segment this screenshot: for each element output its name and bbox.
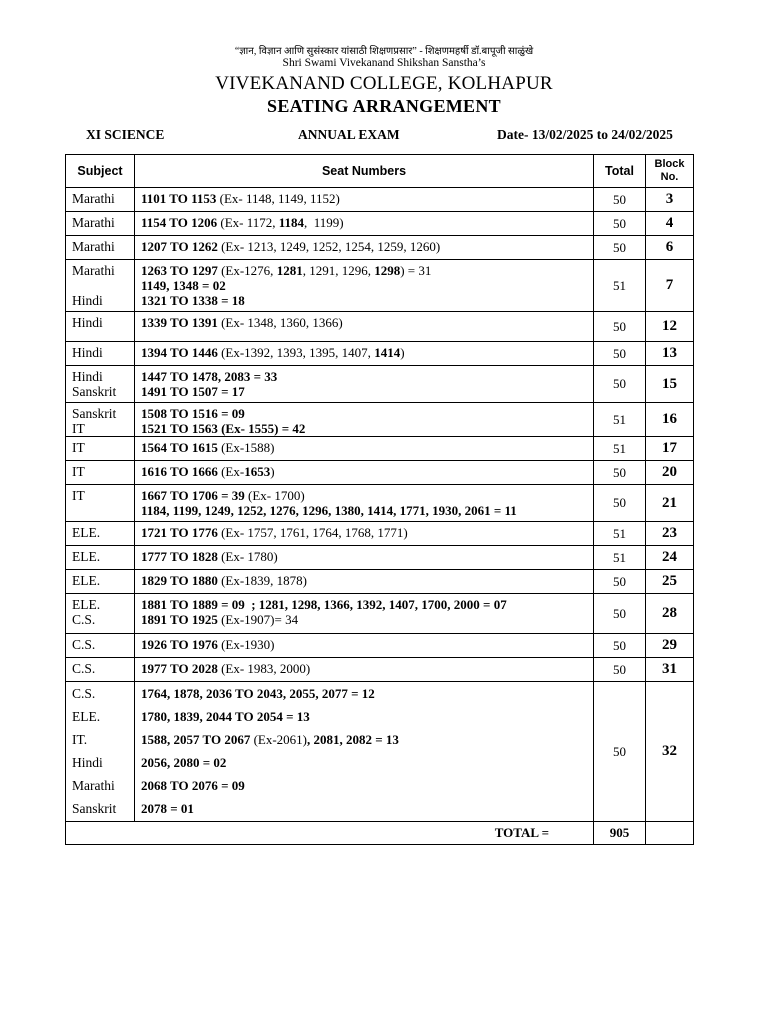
seat-range-bold: 1667 TO 1706 = 39	[141, 488, 245, 503]
seat-numbers-cell	[135, 682, 594, 822]
seat-range-exclusion: (Ex-1588)	[217, 440, 275, 455]
seat-range-bold: 1491 TO 1507 = 17	[141, 384, 245, 399]
subject-name: ELE.	[72, 525, 101, 540]
seat-range-line	[141, 345, 593, 360]
seat-range-exclusion: (Ex- 1148, 1149, 1152)	[216, 191, 340, 206]
row-total: 51	[594, 437, 646, 461]
block-number: 29	[646, 634, 694, 658]
row-total: 51	[594, 546, 646, 570]
seat-range-exclusion: (Ex-1907)= 34	[217, 612, 299, 627]
row-total: 50	[594, 342, 646, 366]
subject-cell	[66, 236, 135, 260]
subject-name: ELE.	[72, 549, 101, 564]
table-row	[66, 403, 694, 437]
seat-range-exclusion: (Ex- 1700)	[244, 488, 305, 503]
subject-name: IT	[72, 421, 85, 436]
seat-range-line	[141, 421, 593, 436]
class-label: XI SCIENCE	[86, 127, 165, 142]
subject-cell	[66, 658, 135, 682]
table-row	[66, 634, 694, 658]
college-name: VIVEKANAND COLLEGE, KOLHAPUR	[215, 73, 553, 94]
row-total: 50	[594, 212, 646, 236]
seat-range-bold: 2078 = 01	[141, 801, 194, 816]
seat-range-exclusion: (Ex- 1172,	[217, 215, 279, 230]
seat-range-line	[141, 682, 593, 705]
seat-numbers-cell	[135, 437, 594, 461]
subject-name: Hindi	[72, 755, 103, 770]
seat-range-bold: 1521 TO 1563 (Ex- 1555) = 42	[141, 421, 306, 436]
table-row	[66, 658, 694, 682]
seat-range-line	[141, 597, 593, 612]
seat-range-bold: 1764, 1878, 2036 TO 2043, 2055, 2077 = 12	[141, 686, 375, 701]
seat-range-line	[141, 661, 593, 676]
seat-range-line	[141, 705, 593, 728]
subject-name: IT	[72, 440, 85, 455]
subject-cell	[66, 260, 135, 312]
row-total: 50	[594, 570, 646, 594]
seat-range-bold: 1881 TO 1889 = 09 ; 1281, 1298, 1366, 1392, 1407, 1700, 2000 = 07	[141, 597, 507, 612]
block-number: 17	[646, 437, 694, 461]
row-total: 50	[594, 461, 646, 485]
row-total: 50	[594, 312, 646, 342]
seat-numbers-cell	[135, 403, 594, 437]
subject-name: IT	[72, 488, 85, 503]
seat-range-line	[141, 384, 593, 399]
block-number: 16	[646, 403, 694, 437]
block-number: 31	[646, 658, 694, 682]
subject-cell	[66, 342, 135, 366]
seat-range-bold: 2068 TO 2076 = 09	[141, 778, 245, 793]
seat-range-line	[141, 278, 593, 293]
subject-name: IT	[72, 464, 85, 479]
motto-line: “ज्ञान, विज्ञान आणि सुसंस्कार यांसाठी शिक्षणप्रसार” - शिक्षणमहर्षी डॉ.बापूजी साळुंखे	[234, 46, 534, 57]
seat-range-exclusion: (Ex-1392, 1393, 1395, 1407,	[217, 345, 375, 360]
seat-range-bold: 1891 TO 1925	[141, 612, 218, 627]
seat-range-exclusion: (Ex-1930)	[217, 637, 275, 652]
block-number: 15	[646, 366, 694, 403]
seat-range-bold: 1508 TO 1516 = 09	[141, 406, 245, 421]
table-row	[66, 682, 694, 822]
seat-range-exclusion: , 1199)	[304, 215, 344, 230]
row-total: 50	[594, 658, 646, 682]
seat-numbers-cell	[135, 342, 594, 366]
seat-numbers-cell	[135, 485, 594, 522]
seat-range-exclusion: (Ex-	[217, 464, 245, 479]
seat-range-exclusion: (Ex- 1213, 1249, 1252, 1254, 1259, 1260)	[217, 239, 441, 254]
seat-range-bold: 1616 TO 1666	[141, 464, 218, 479]
seat-range-exclusion: )	[400, 345, 405, 360]
subject-cell	[66, 312, 135, 342]
subject-name: C.S.	[72, 686, 96, 701]
subject-name: Hindi	[72, 293, 103, 308]
seat-range-bold: 1414	[374, 345, 401, 360]
seat-range-exclusion: (Ex-1276,	[217, 263, 277, 278]
grand-total-value: 905	[594, 822, 646, 845]
row-total: 50	[594, 236, 646, 260]
block-number: 20	[646, 461, 694, 485]
seat-range-bold: 1564 TO 1615	[141, 440, 218, 455]
seat-range-line	[141, 573, 593, 588]
seat-range-bold: 1207 TO 1262	[141, 239, 218, 254]
block-number: 28	[646, 594, 694, 634]
row-total: 50	[594, 188, 646, 212]
seat-range-bold: 1298	[374, 263, 401, 278]
seat-range-bold: 1263 TO 1297	[141, 263, 218, 278]
seat-range-bold: 1926 TO 1976	[141, 637, 218, 652]
subject-cell	[66, 366, 135, 403]
subject-name: Marathi	[72, 778, 115, 793]
subject-cell	[66, 634, 135, 658]
table-row	[66, 188, 694, 212]
block-number: 13	[646, 342, 694, 366]
seat-range-exclusion: (Ex- 1757, 1761, 1764, 1768, 1771)	[217, 525, 408, 540]
seat-numbers-cell	[135, 522, 594, 546]
grand-total-label: TOTAL =	[66, 822, 594, 845]
subject-cell	[66, 188, 135, 212]
row-total: 50	[594, 366, 646, 403]
seat-range-line	[141, 774, 593, 797]
header-block-no: Block No.	[646, 155, 694, 188]
seat-numbers-cell	[135, 260, 594, 312]
seat-range-bold: 1777 TO 1828	[141, 549, 218, 564]
subject-name: ELE.	[72, 709, 101, 724]
row-total: 51	[594, 522, 646, 546]
seat-range-bold: 1184, 1199, 1249, 1252, 1276, 1296, 1380, 1414, 1771, 1930, 2061 = 11	[141, 503, 517, 518]
row-total: 51	[594, 403, 646, 437]
seat-range-line	[141, 797, 593, 820]
seat-numbers-cell	[135, 366, 594, 403]
seat-range-exclusion: (Ex- 1983, 2000)	[217, 661, 311, 676]
block-number: 21	[646, 485, 694, 522]
subject-name: ELE.	[72, 573, 101, 588]
seat-numbers-cell	[135, 658, 594, 682]
subject-name: C.S.	[72, 637, 96, 652]
header-subject: Subject	[66, 155, 135, 188]
seat-range-line	[141, 525, 593, 540]
seat-range-exclusion: , 1291, 1296,	[302, 263, 375, 278]
row-total: 50	[594, 485, 646, 522]
table-header-row	[66, 155, 694, 188]
block-number: 24	[646, 546, 694, 570]
seat-range-exclusion: (Ex-1839, 1878)	[217, 573, 308, 588]
seat-numbers-cell	[135, 461, 594, 485]
seat-range-exclusion: (Ex-2061)	[250, 732, 308, 747]
seat-range-bold: 1184	[278, 215, 305, 230]
table-row	[66, 485, 694, 522]
subject-name: Marathi	[72, 263, 115, 278]
seat-numbers-cell	[135, 312, 594, 342]
table-row	[66, 461, 694, 485]
subject-cell	[66, 522, 135, 546]
seat-range-line	[141, 191, 593, 206]
seat-numbers-cell	[135, 236, 594, 260]
row-total: 50	[594, 682, 646, 822]
seat-range-bold: 1780, 1839, 2044 TO 2054 = 13	[141, 709, 310, 724]
block-number: 4	[646, 212, 694, 236]
date-label: Date- 13/02/2025 to 24/02/2025	[497, 127, 673, 142]
seat-range-bold: 1721 TO 1776	[141, 525, 218, 540]
table-row	[66, 546, 694, 570]
subject-name	[72, 278, 134, 293]
seat-range-line	[141, 751, 593, 774]
seat-range-line	[141, 239, 593, 254]
subject-cell	[66, 546, 135, 570]
subject-name: Marathi	[72, 191, 115, 206]
footer-empty-cell	[646, 822, 694, 845]
table-row	[66, 236, 694, 260]
seat-range-bold: 1321 TO 1338 = 18	[141, 293, 245, 308]
subject-name: Sanskrit	[72, 406, 117, 421]
seat-range-exclusion: (Ex- 1780)	[217, 549, 278, 564]
table-row	[66, 312, 694, 342]
seat-range-bold: 1653	[244, 464, 271, 479]
seat-range-line	[141, 612, 593, 627]
header-total: Total	[594, 155, 646, 188]
table-row	[66, 366, 694, 403]
seat-numbers-cell	[135, 634, 594, 658]
row-total: 50	[594, 594, 646, 634]
block-number: 3	[646, 188, 694, 212]
seat-range-line	[141, 406, 593, 421]
subject-name: C.S.	[72, 661, 96, 676]
seat-range-exclusion: ) = 31	[400, 263, 432, 278]
seat-range-line	[141, 263, 593, 278]
seat-range-line	[141, 293, 593, 308]
table-row	[66, 212, 694, 236]
sanstha-name: Shri Swami Vivekanand Shikshan Sanstha’s	[282, 57, 486, 69]
block-number: 7	[646, 260, 694, 312]
seat-numbers-cell	[135, 594, 594, 634]
table-row	[66, 570, 694, 594]
block-number: 23	[646, 522, 694, 546]
seat-range-bold: 1154 TO 1206	[141, 215, 218, 230]
table-row	[66, 594, 694, 634]
seat-range-line	[141, 728, 593, 751]
table-row	[66, 522, 694, 546]
block-number: 12	[646, 312, 694, 342]
seat-range-line	[141, 464, 593, 479]
table-footer-row	[66, 822, 694, 845]
subject-name: Hindi	[72, 369, 103, 384]
seat-range-exclusion: )	[270, 464, 275, 479]
seat-range-bold: 1339 TO 1391	[141, 315, 218, 330]
table-row	[66, 260, 694, 312]
block-number: 25	[646, 570, 694, 594]
row-total: 50	[594, 634, 646, 658]
seat-range-bold: 1101 TO 1153	[141, 191, 217, 206]
seat-range-line	[141, 637, 593, 652]
seat-range-line	[141, 488, 593, 503]
seat-range-line	[141, 315, 593, 330]
subject-name: IT.	[72, 732, 88, 747]
seat-range-bold: 1829 TO 1880	[141, 573, 218, 588]
row-total: 51	[594, 260, 646, 312]
table-row	[66, 437, 694, 461]
subject-name: Sanskrit	[72, 384, 117, 399]
seat-range-bold: 1447 TO 1478, 2083 = 33	[141, 369, 278, 384]
subject-cell	[66, 403, 135, 437]
seat-range-bold: 1588, 2057 TO 2067	[141, 732, 251, 747]
seat-range-line	[141, 549, 593, 564]
seat-range-bold: 1977 TO 2028	[141, 661, 218, 676]
subject-name: C.S.	[72, 612, 96, 627]
document-title: SEATING ARRANGEMENT	[267, 96, 501, 116]
subject-cell	[66, 212, 135, 236]
seat-numbers-cell	[135, 570, 594, 594]
table-row	[66, 342, 694, 366]
subject-cell	[66, 594, 135, 634]
subject-name: ELE.	[72, 597, 101, 612]
seat-range-exclusion: (Ex- 1348, 1360, 1366)	[217, 315, 343, 330]
exam-label: ANNUAL EXAM	[298, 127, 400, 142]
seat-numbers-cell	[135, 212, 594, 236]
seat-range-line	[141, 215, 593, 230]
subject-cell	[66, 570, 135, 594]
subject-cell	[66, 437, 135, 461]
subject-name: Hindi	[72, 315, 103, 330]
seat-range-line	[141, 440, 593, 455]
seat-range-line	[141, 369, 593, 384]
seat-range-bold: 1281	[276, 263, 303, 278]
subject-name: Sanskrit	[72, 801, 117, 816]
subject-name: Hindi	[72, 345, 103, 360]
subject-cell	[66, 485, 135, 522]
subject-cell	[66, 682, 135, 822]
block-number: 32	[646, 682, 694, 822]
seat-numbers-cell	[135, 546, 594, 570]
subject-name: Marathi	[72, 215, 115, 230]
seat-numbers-cell	[135, 188, 594, 212]
subject-name: Marathi	[72, 239, 115, 254]
header-seat-numbers: Seat Numbers	[135, 155, 594, 188]
seating-table	[65, 154, 694, 845]
block-number: 6	[646, 236, 694, 260]
seat-range-bold: 1149, 1348 = 02	[141, 278, 226, 293]
seat-range-bold: 2056, 2080 = 02	[141, 755, 227, 770]
seat-range-bold: 1394 TO 1446	[141, 345, 218, 360]
seat-range-line	[141, 503, 593, 518]
subject-cell	[66, 461, 135, 485]
seat-range-bold: , 2081, 2082 = 13	[307, 732, 399, 747]
